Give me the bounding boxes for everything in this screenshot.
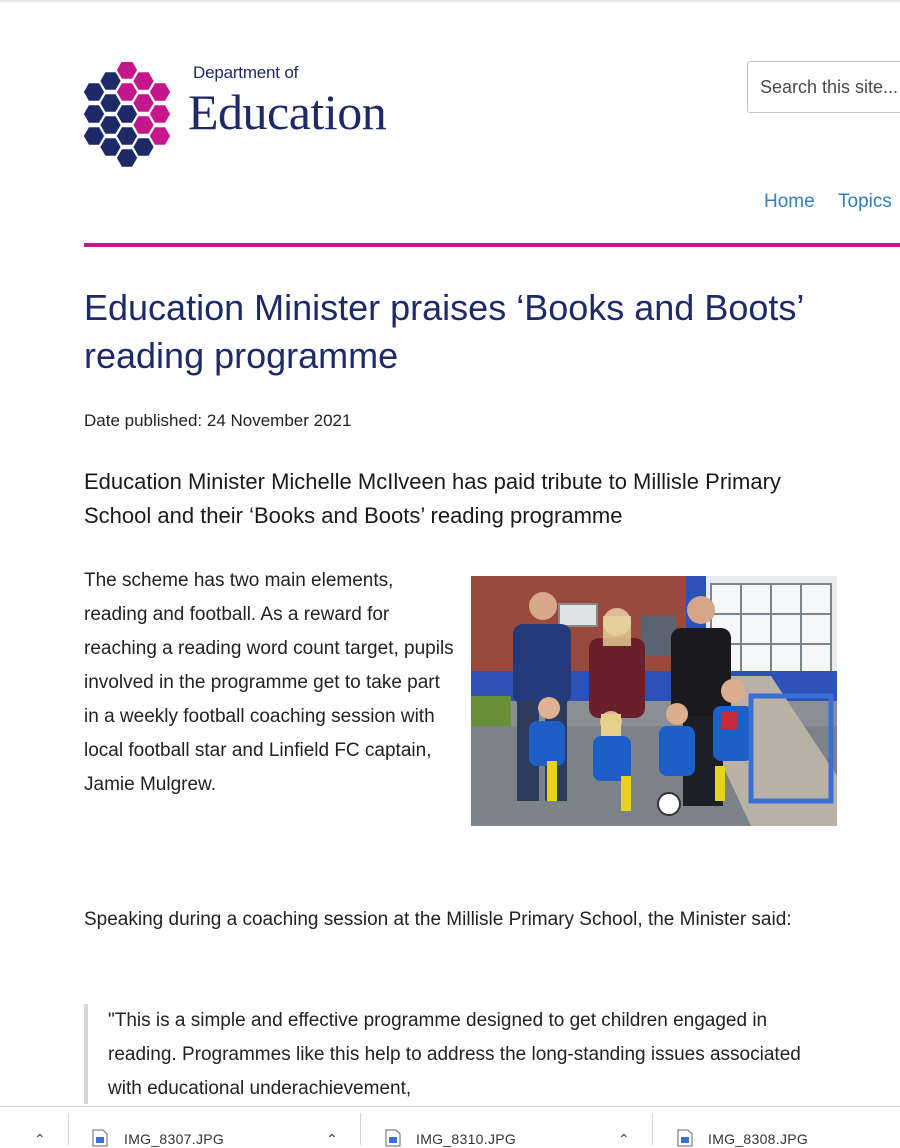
logo-department-of[interactable]: Department of <box>193 63 299 82</box>
download-separator <box>652 1113 653 1145</box>
page-title: Education Minister praises ‘Books and Boots’ reading programme <box>84 287 804 376</box>
image-file-icon <box>677 1129 693 1147</box>
image-file-icon <box>92 1129 108 1147</box>
logo-hexagon <box>149 127 171 146</box>
top-border <box>0 0 900 2</box>
download-item-3[interactable]: IMG_8308.JPG <box>708 1131 809 1147</box>
date-published: Date published: 24 November 2021 <box>84 411 352 430</box>
header-divider <box>84 243 900 247</box>
hexagon-logo-icon[interactable] <box>82 62 174 168</box>
image-file-icon <box>385 1129 401 1147</box>
article-photo <box>471 576 837 826</box>
nav-topics[interactable]: Topics <box>838 191 892 212</box>
download-item-2[interactable]: IMG_8310.JPG <box>416 1131 517 1147</box>
article-paragraph-2: Speaking during a coaching session at the Millisle Primary School, the Minister said: <box>84 909 792 930</box>
download-separator <box>360 1113 361 1145</box>
download-item-1[interactable]: IMG_8307.JPG <box>124 1131 225 1147</box>
logo-hexagon <box>149 83 171 102</box>
chevron-up-icon[interactable]: ⌃ <box>34 1131 46 1147</box>
download-separator <box>68 1113 69 1145</box>
logo-education[interactable]: Education <box>188 84 387 140</box>
minister-quote <box>84 1004 804 1104</box>
downloads-bar <box>0 1106 900 1145</box>
article-lead: Education Minister Michelle McIlveen has paid tribute to Millisle Primary School and their ‘Books and Boots’ reading programme <box>84 469 781 528</box>
logo-hexagon <box>149 105 171 124</box>
search-input[interactable] <box>747 61 900 113</box>
article-paragraph-1: The scheme has two main elements, reading and football. As a reward for reaching a reading word count target, pupils involved in the programme get to take part in a weekly football coaching session with local football star and Linfield FC captain, Jamie Mulgrew. <box>84 570 454 795</box>
chevron-up-icon[interactable]: ⌃ <box>326 1131 338 1147</box>
nav-home[interactable]: Home <box>764 191 815 212</box>
chevron-up-icon[interactable]: ⌃ <box>618 1131 630 1147</box>
quote-text: "This is a simple and effective programme designed to get children engaged in reading. Programmes like this help to address the long-standing issues associated with educational underachievement, <box>108 1010 801 1099</box>
